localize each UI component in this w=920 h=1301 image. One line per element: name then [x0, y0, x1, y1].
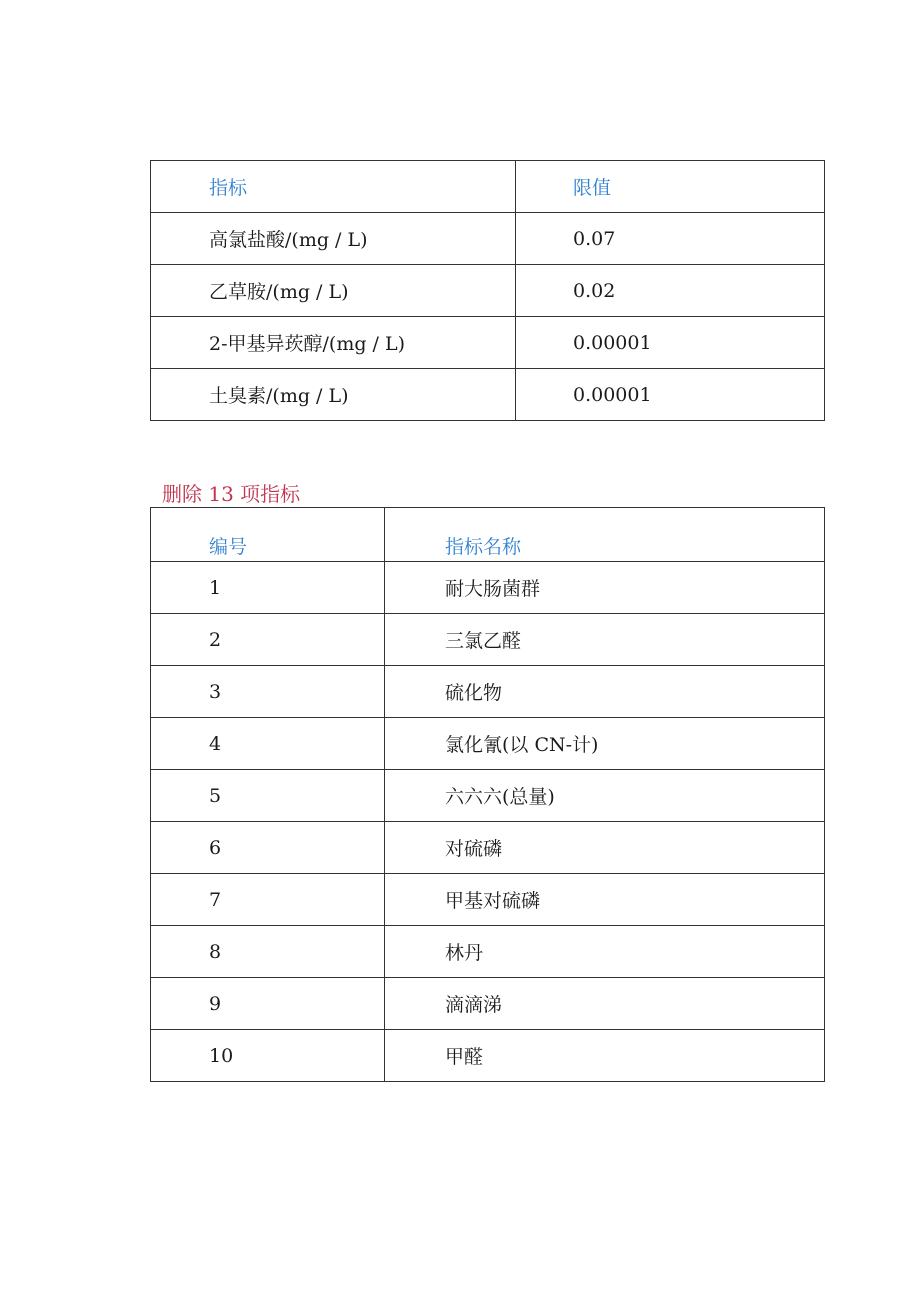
indicator-name-cell: 甲醛 — [385, 1030, 825, 1082]
number-cell: 7 — [151, 874, 385, 926]
indicator-cell: 乙草胺/(mg / L) — [151, 265, 516, 317]
table-row — [151, 822, 825, 874]
header-indicator: 指标 — [151, 161, 516, 213]
number-cell: 8 — [151, 926, 385, 978]
table-row — [151, 562, 825, 614]
indicator-cell: 高氯盐酸/(mg / L) — [151, 213, 516, 265]
header-limit: 限值 — [516, 161, 825, 213]
table-row — [151, 926, 825, 978]
table-row — [151, 666, 825, 718]
table-row — [151, 718, 825, 770]
indicator-name-cell: 甲基对硫磷 — [385, 874, 825, 926]
table-header-row — [151, 508, 825, 562]
section-title: 删除 13 项指标 — [162, 482, 301, 506]
number-cell: 5 — [151, 770, 385, 822]
indicator-name-cell: 六六六(总量) — [385, 770, 825, 822]
indicator-name-cell: 林丹 — [385, 926, 825, 978]
indicator-name-cell: 硫化物 — [385, 666, 825, 718]
indicator-name-cell: 三氯乙醛 — [385, 614, 825, 666]
number-cell: 3 — [151, 666, 385, 718]
indicator-name-cell: 对硫磷 — [385, 822, 825, 874]
table-row — [151, 614, 825, 666]
number-cell: 10 — [151, 1030, 385, 1082]
limit-cell: 0.07 — [516, 213, 825, 265]
header-indicator-name: 指标名称 — [385, 508, 825, 562]
table-header-row — [151, 161, 825, 213]
indicator-cell: 土臭素/(mg / L) — [151, 369, 516, 421]
number-cell: 2 — [151, 614, 385, 666]
indicator-name-cell: 耐大肠菌群 — [385, 562, 825, 614]
table-row — [151, 978, 825, 1030]
number-cell: 1 — [151, 562, 385, 614]
indicator-name-cell: 滴滴涕 — [385, 978, 825, 1030]
limit-cell: 0.02 — [516, 265, 825, 317]
table-row — [151, 369, 825, 421]
limit-cell: 0.00001 — [516, 369, 825, 421]
number-cell: 9 — [151, 978, 385, 1030]
limits-table — [150, 160, 825, 421]
table-row — [151, 213, 825, 265]
number-cell: 6 — [151, 822, 385, 874]
number-cell: 4 — [151, 718, 385, 770]
table-row — [151, 265, 825, 317]
limit-cell: 0.00001 — [516, 317, 825, 369]
indicator-cell: 2-甲基异莰醇/(mg / L) — [151, 317, 516, 369]
deleted-indicators-table — [150, 507, 825, 1082]
header-number: 编号 — [151, 508, 385, 562]
table-row — [151, 317, 825, 369]
table-row — [151, 874, 825, 926]
table-row — [151, 770, 825, 822]
indicator-name-cell: 氯化氰(以 CN-计) — [385, 718, 825, 770]
table-row — [151, 1030, 825, 1082]
